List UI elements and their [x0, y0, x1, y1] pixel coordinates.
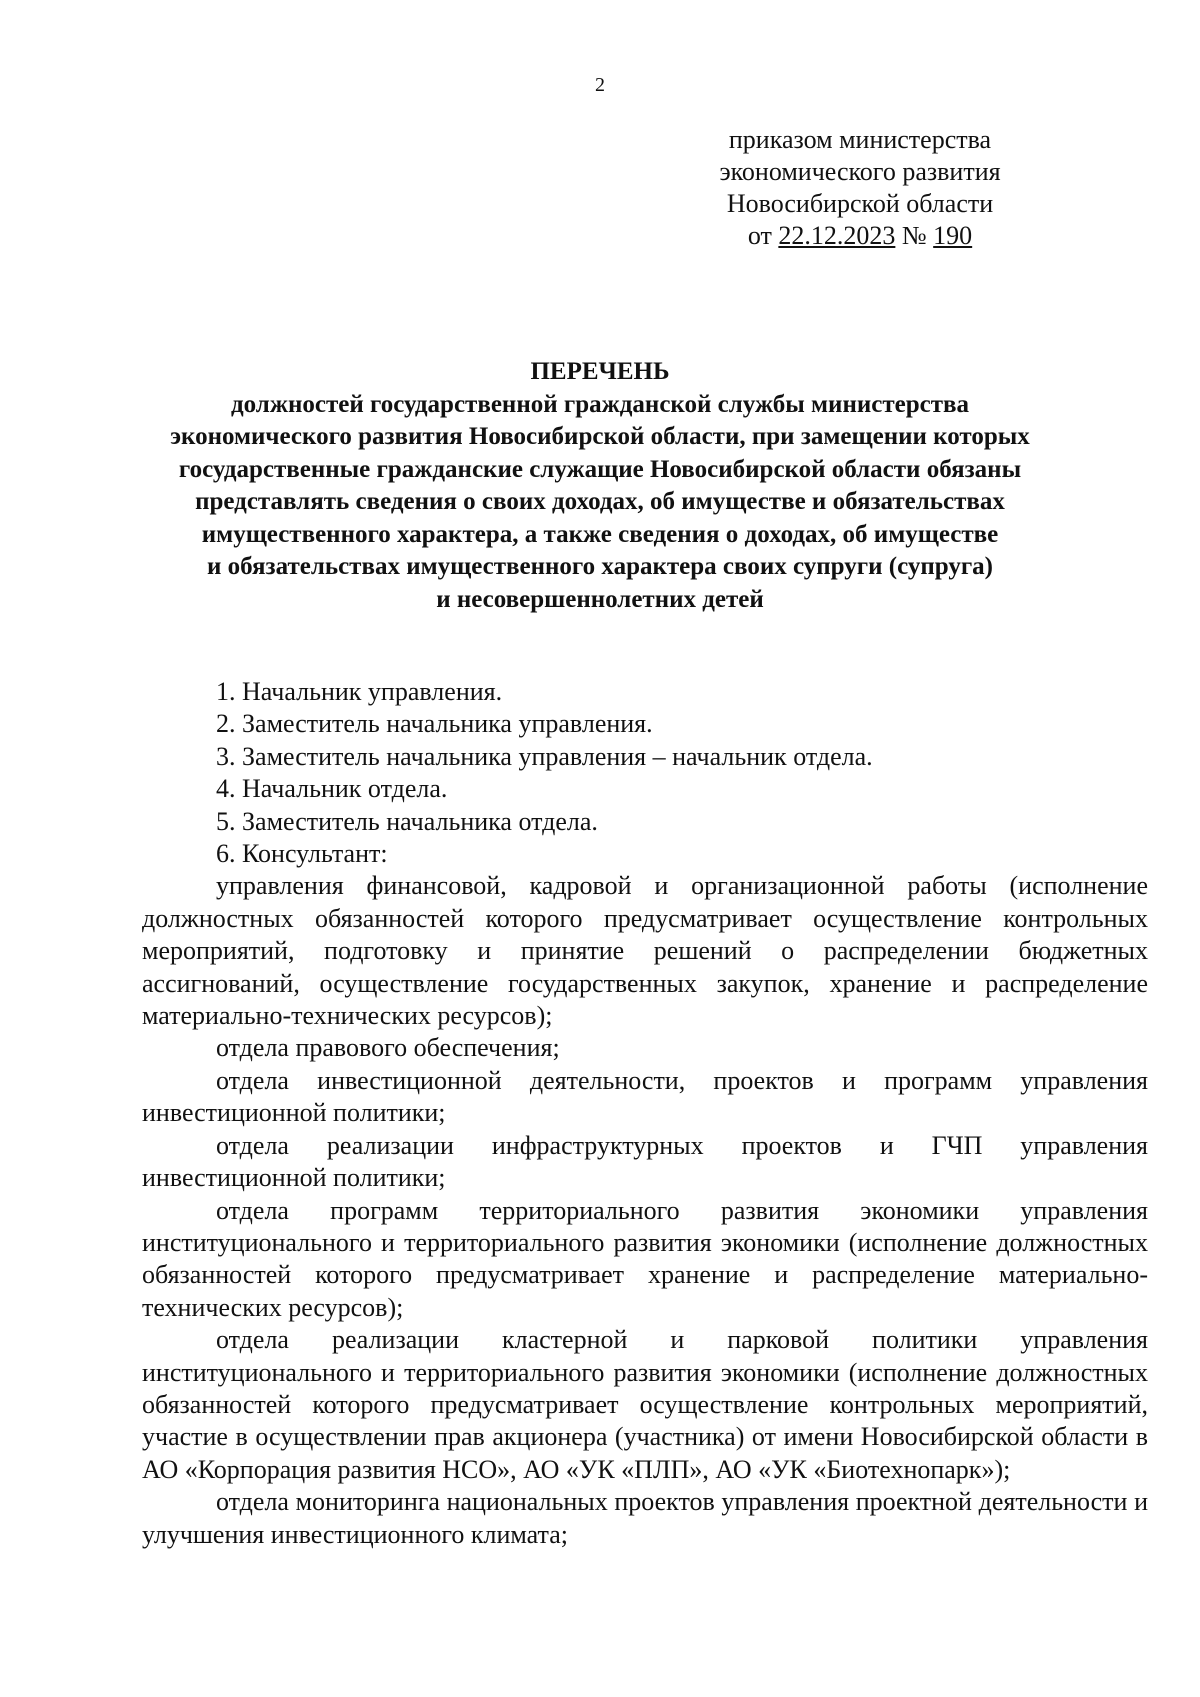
- title-line: экономического развития Новосибирской области, при замещении которых: [170, 423, 1030, 450]
- title-line: и обязательствах имущественного характера своих супруги (супруга): [207, 553, 993, 580]
- list-item: 1. Начальник управления.: [216, 677, 503, 706]
- order-date: 22.12.2023: [778, 221, 896, 250]
- document-title: [120, 356, 1080, 616]
- body-paragraph: отдела программ территориального развития экономики управления институционального и территориального развития экономики (исполнение должностных обязанностей которого предусматривает хранение и распределение материально-технических ресурсов);: [142, 1195, 1148, 1322]
- document-body: [142, 676, 1148, 1551]
- body-paragraph: отдела реализации инфраструктурных проектов и ГЧП управления инвестиционной политики;: [142, 1130, 1148, 1193]
- title-line: имущественного характера, а также сведения о доходах, об имуществе: [201, 520, 999, 548]
- number-prefix: №: [895, 221, 934, 250]
- page-number: 2: [595, 74, 605, 96]
- list-item: 3. Заместитель начальника управления – начальник отдела.: [216, 741, 873, 771]
- approval-date-line: [680, 220, 1040, 252]
- title-line: государственные гражданские служащие Новосибирской области обязаны: [178, 455, 1022, 483]
- list-item: 6. Консультант:: [216, 839, 388, 869]
- body-paragraph: отдела инвестиционной деятельности, проектов и программ управления инвестиционной политики;: [142, 1065, 1148, 1128]
- approval-block: [680, 124, 1040, 252]
- body-paragraph: отдела правового обеспечения;: [216, 1033, 560, 1063]
- title-line: и несовершеннолетних детей: [436, 585, 764, 613]
- body-paragraph: управления финансовой, кадровой и организационной работы (исполнение должностных обязанностей которого предусматривает осуществление контрольных мероприятий, подготовку и принятие решений о распределении бюджетных ассигнований, осуществление государственных закупок, хранение и распределение материально-технических ресурсов);: [142, 871, 1148, 1031]
- title-heading: ПЕРЕЧЕНЬ: [530, 358, 670, 385]
- title-line: представлять сведения о своих доходах, об имуществе и обязательствах: [195, 488, 1005, 515]
- list-item: 4. Начальник отдела.: [216, 774, 448, 804]
- date-prefix: от: [747, 221, 779, 250]
- body-paragraph: отдела мониторинга национальных проектов управления проектной деятельности и улучшения инвестиционного климата;: [142, 1487, 1148, 1549]
- approval-line: приказом министерства: [728, 125, 992, 154]
- list-item: 5. Заместитель начальника отдела.: [216, 806, 598, 836]
- title-line: должностей государственной гражданской службы министерства: [230, 390, 970, 418]
- body-paragraph: отдела реализации кластерной и парковой политики управления институционального и территориального развития экономики (исполнение должностных обязанностей которого предусматривает осуществление контрольных мероприятий, участие в осуществлении прав акционера (участника) от имени Новосибирской области в АО «Корпорация развития НСО», АО «УК «ПЛП», АО «УК «Биотехнопарк»);: [142, 1325, 1148, 1484]
- approval-line: экономического развития: [719, 157, 1001, 186]
- list-item: 2. Заместитель начальника управления.: [216, 709, 653, 739]
- order-number: 190: [933, 221, 973, 250]
- approval-line: Новосибирской области: [726, 189, 994, 218]
